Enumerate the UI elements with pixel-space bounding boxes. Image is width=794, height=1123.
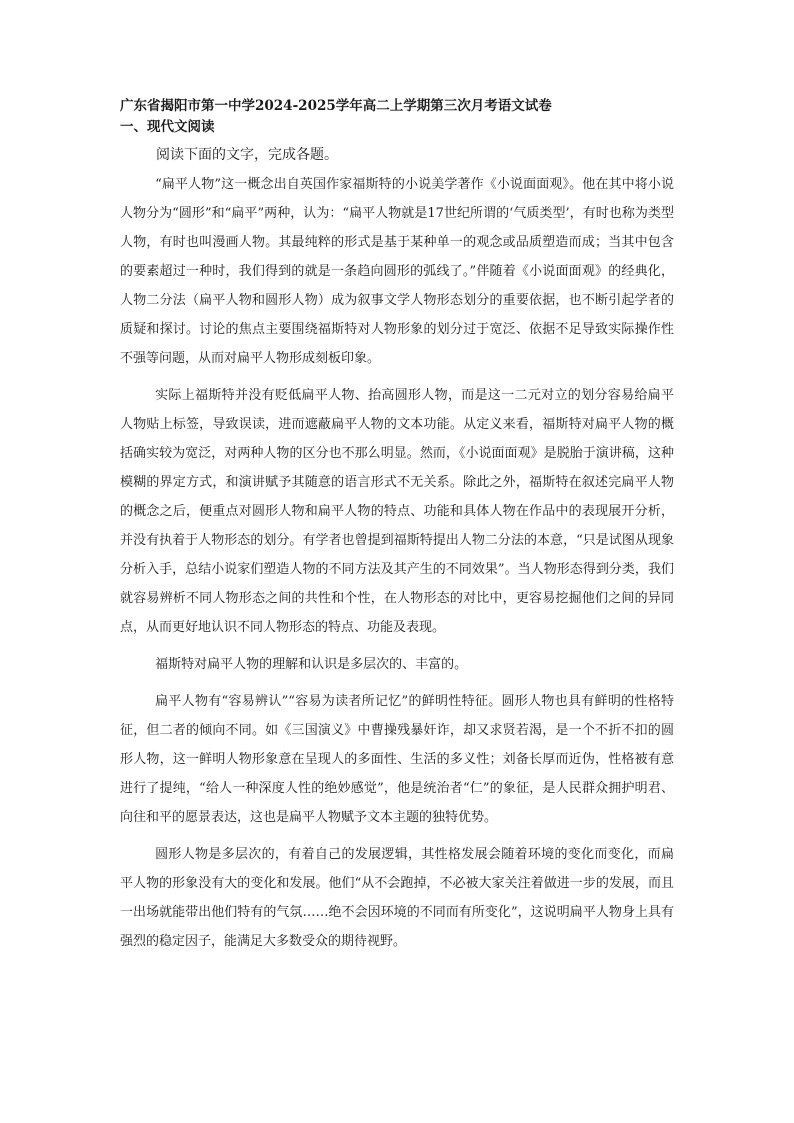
document-title: 广东省揭阳市第一中学2024-2025学年高二上学期第三次月考语文试卷 <box>120 98 552 114</box>
passage-paragraph: 实际上福斯特并没有贬低扁平人物、抬高圆形人物，而是这一二元对立的划分容易给扁平人物贴上标签，导致误读，进而遮蔽扁平人物的文本功能。从定义来看，福斯特对扁平人物的概括确实较为宽泛，对两种人物的区分也不那么明显。然而，《小说面面观》是脱胎于演讲稿，这种模糊的界定方式，和演讲赋予其随意的语言形式不无关系。除此之外，福斯特在叙述完扁平人物的概念之后，便重点对圆形人物和扁平人物的特点、功能和具体人物在作品中的表现展开分析，并没有执着于人物形态的划分。有学者也曾提到福斯特提出人物二分法的本意，“只是试图从现象分析入手，总结小说家们塑造人物的不同方法及其产生的不同效果”。当人物形态得到分类，我们就容易辨析不同人物形态之间的共性和个性，在人物形态的对比中，更容易挖掘他们之间的异同点，从而更好地认识不同人物形态的特点、功能及表现。 <box>120 388 674 635</box>
section-heading: 一、现代文阅读 <box>120 119 215 135</box>
reading-instruction: 阅读下面的文字，完成各题。 <box>156 147 338 163</box>
reading-passage <box>120 170 674 964</box>
passage-paragraph: 圆形人物是多层次的，有着自己的发展逻辑，其性格发展会随着环境的变化而变化，而扁平人物的形象没有大的变化和发展。他们“从不会跑掉，不必被大家关注着做进一步的发展，而且一出场就能带出他们特有的气氛……绝不会因环境的不同而有所变化”，这说明扁平人物身上具有强烈的稳定因子，能满足大多数受众的期待视野。 <box>120 847 674 949</box>
passage-paragraph: 扁平人物有“容易辨认”“容易为读者所记忆”的鲜明性特征。圆形人物也具有鲜明的性格特征，但二者的倾向不同。如《三国演义》中曹操残暴奸诈，却又求贤若渴，是一个不折不扣的圆形人物，这一鲜明人物形象意在呈现人的多面性、生活的多义性；刘备长厚而近伪，性格被有意进行了提纯，“给人一种深度人性的绝妙感觉”，他是统治者“仁”的象征，是人民群众拥护明君、向往和平的愿景表达，这也是扁平人物赋予文本主题的独特优势。 <box>120 694 674 825</box>
passage-paragraph: 福斯特对扁平人物的理解和认识是多层次的、丰富的。 <box>155 657 468 672</box>
passage-paragraph: “扁平人物”这一概念出自英国作家福斯特的小说美学著作《小说面面观》。他在其中将小说人物分为“圆形”和“扁平”两种，认为：“扁平人物就是17世纪所谓的‘气质类型’，有时也称为类型人物，有时也叫漫画人物。其最纯粹的形式是基于某种单一的观念或品质塑造而成；当其中包含的要素超过一种时，我们得到的就是一条趋向圆形的弧线了。”伴随着《小说面面观》的经典化，人物二分法（扁平人物和圆形人物）成为叙事文学人物形态划分的重要依据，也不断引起学者的质疑和探讨。讨论的焦点主要围绕福斯特对人物形象的划分过于宽泛、依据不足导致实际操作性不强等问题，从而对扁平人物形成刻板印象。 <box>120 177 674 366</box>
